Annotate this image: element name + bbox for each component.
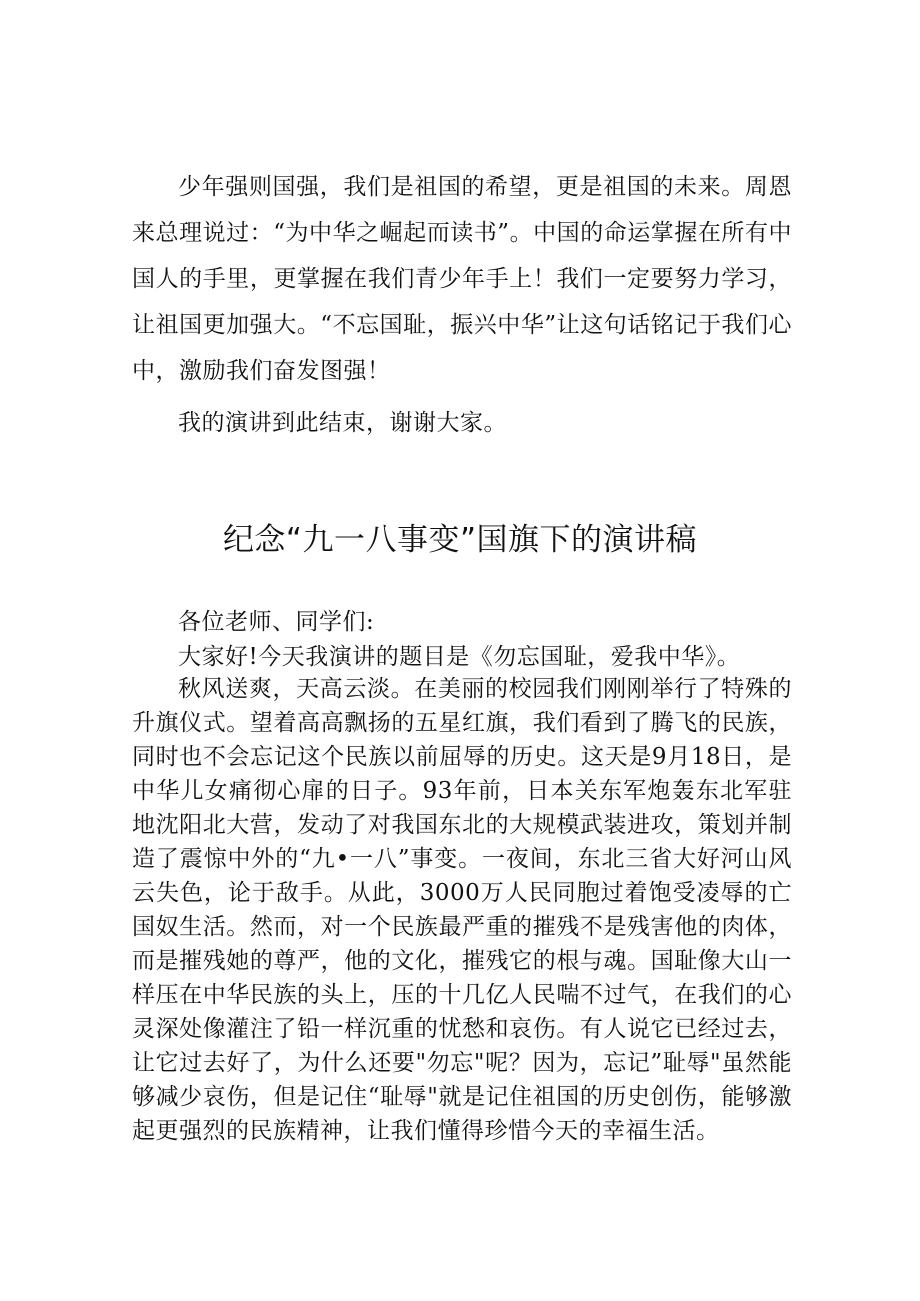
paragraph-main-body: 秋风送爽，天高云淡。在美丽的校园我们刚刚举行了特殊的升旗仪式。望着高高飘扬的五星红旗，我们看到了腾飞的民族，同时也不会忘记这个民族以前屈辱的历史。这天是9月18日，是中华儿女痛彻心扉的日子。93年前，日本关东军炮轰东北军驻地沈阳北大营，发动了对我国东北的大规模武装进攻，策划并制造了震惊中外的“九•一八”事变。一夜间，东北三省大好河山风云失色，论于敌手。从此，3000万人民同胞过着饱受凌辱的亡国奴生活。然而，对一个民族最严重的摧残不是残害他的肉体，而是摧残她的尊严，他的文化，摧残它的根与魂。国耻像大山一样压在中华民族的头上，压的十几亿人民喘不过气，在我们的心灵深处像灌注了铅一样沉重的忧愁和哀伤。有人说它已经过去，让它过去好了，为什么还要"勿忘"呢？因为，忘记”耻辱"虽然能够减少哀伤，但是记住“耻辱"就是记住祖国的历史创伤，能够激起更强烈的民族精神，让我们懂得珍惜今天的幸福生活。 bbox=[132, 676, 792, 1144]
speech-title: 纪念“九一八事变”国旗下的演讲稿 bbox=[222, 522, 698, 558]
paragraph-speech-end: 我的演讲到此结束，谢谢大家。 bbox=[178, 410, 507, 436]
paragraph-closing-appeal: 少年强则国强，我们是祖国的希望，更是祖国的未来。周恩来总理说过：“为中华之崛起而读书”。中国的命运掌握在所有中国人的手里，更掌握在我们青少年手上！我们一定要努力学习，让祖国更加强大。“不忘国耻，振兴中华”让这句话铭记于我们心中，激励我们奋发图强！ bbox=[132, 174, 792, 384]
paragraph-topic: 大家好!今天我演讲的题目是《勿忘国耻，爱我中华》。 bbox=[178, 644, 741, 670]
paragraph-greeting: 各位老师、同学们: bbox=[178, 609, 375, 635]
